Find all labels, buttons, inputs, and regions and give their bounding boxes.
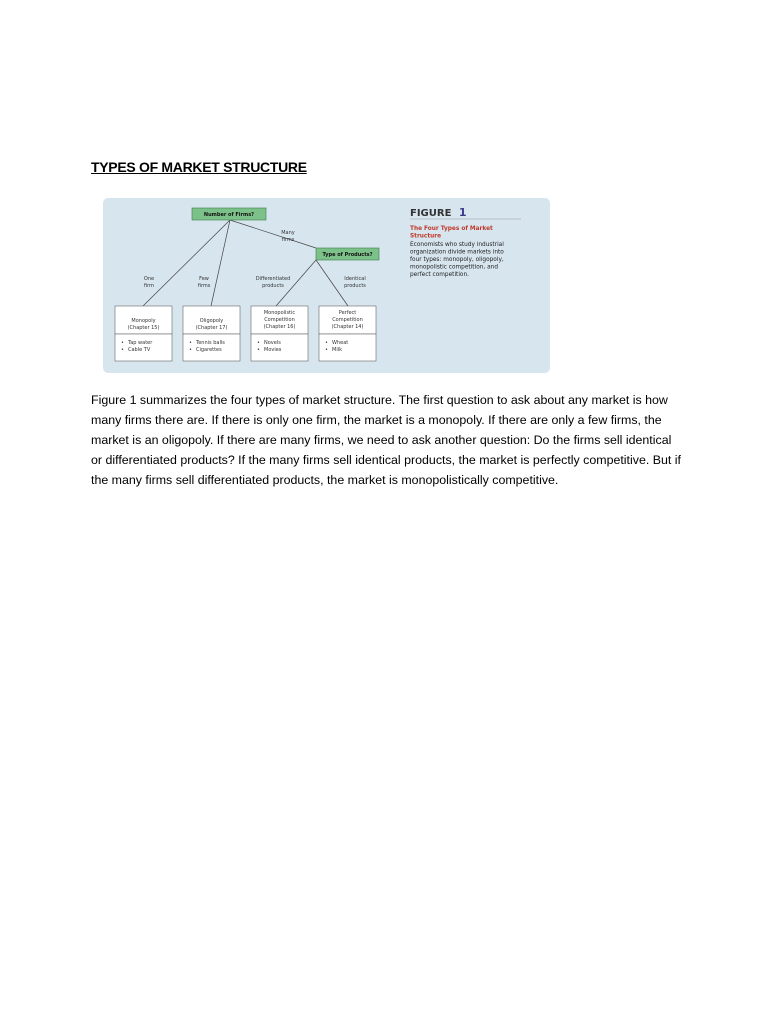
bullet: • bbox=[325, 347, 328, 353]
market-structure-diagram bbox=[103, 198, 550, 373]
example-tennis-balls: Tennis balls bbox=[196, 340, 225, 346]
example-wheat: Wheat bbox=[332, 340, 349, 346]
market-name-monopoly-line2: (Chapter 15) bbox=[127, 325, 160, 331]
caption-title-line2: Structure bbox=[410, 233, 442, 240]
market-name-monopolistic-line2: Competition bbox=[264, 317, 295, 323]
question-type-of-products: Type of Products? bbox=[322, 252, 373, 258]
bullet: • bbox=[189, 347, 192, 353]
caption-title-line1: The Four Types of Market bbox=[410, 226, 493, 232]
market-structure-figure bbox=[103, 198, 550, 373]
edge-label-one-line1: One bbox=[143, 276, 155, 282]
caption-body-line2: organization divide markets into bbox=[410, 249, 504, 256]
market-name-oligopoly-line2: (Chapter 17) bbox=[195, 325, 228, 331]
edge-label-many-line2: firms bbox=[281, 237, 295, 243]
market-name-oligopoly-line1: Oligopoly bbox=[199, 318, 224, 324]
caption-body-line5: perfect competition. bbox=[410, 272, 469, 278]
bullet: • bbox=[121, 347, 124, 353]
edge-label-one-line2: firm bbox=[144, 283, 154, 289]
bullet: • bbox=[189, 340, 192, 346]
example-milk: Milk bbox=[332, 347, 342, 353]
bullet: • bbox=[257, 340, 260, 346]
example-movies: Movies bbox=[264, 347, 282, 353]
diagram-connectors bbox=[143, 220, 348, 306]
edge-label-many-line1: Many bbox=[281, 230, 295, 236]
edge-label-identical-line2: products bbox=[344, 283, 366, 289]
example-cable-tv: Cable TV bbox=[128, 347, 151, 353]
example-novels: Novels bbox=[264, 340, 281, 346]
figure-label-text: FIGURE bbox=[410, 208, 452, 219]
market-name-perfect-line3: (Chapter 14) bbox=[331, 324, 364, 330]
question-box-number-of-firms bbox=[192, 208, 266, 220]
bullet: • bbox=[121, 340, 124, 346]
body-paragraph: Figure 1 summarizes the four types of market structure. The first question to ask about any market is how many firms there are. If there is only one firm, the market is a monopoly. If there are only a few firms, the market is an oligopoly. If there are many firms, we need to ask another question: Do the firms sell identical or differentiated products? If the many firms sell identical products, the market is perfectly competitive. But if the many firms sell differentiated products, the market is monopolistically competitive. bbox=[91, 393, 681, 487]
question-number-of-firms: Number of Firms? bbox=[203, 212, 255, 218]
example-tap-water: Tap water bbox=[128, 340, 153, 346]
market-name-perfect-line1: Perfect bbox=[338, 310, 357, 316]
caption-body-line3: four types: monopoly, oligopoly, bbox=[410, 257, 504, 263]
bullet: • bbox=[325, 340, 328, 346]
edge-label-differentiated-line2: products bbox=[262, 283, 284, 289]
question-box-type-of-products bbox=[316, 248, 379, 260]
market-name-monopolistic-line3: (Chapter 16) bbox=[263, 324, 296, 330]
market-name-monopolistic-line1: Monopolistic bbox=[263, 310, 296, 316]
figure-label bbox=[410, 203, 467, 220]
bullet: • bbox=[257, 347, 260, 353]
caption-body-line1: Economists who study industrial bbox=[410, 242, 504, 248]
figure-caption bbox=[410, 203, 521, 278]
edge-label-identical-line1: Identical bbox=[344, 276, 366, 282]
edge-label-differentiated-line1: Differentiated bbox=[255, 276, 291, 282]
caption-body-line4: monopolistic competition, and bbox=[410, 264, 499, 271]
edge-label-few-line1: Few bbox=[199, 276, 209, 282]
page-heading: TYPES OF MARKET STRUCTURE bbox=[91, 159, 307, 175]
market-name-monopoly-line1: Monopoly bbox=[131, 318, 156, 324]
example-cigarettes: Cigarettes bbox=[196, 347, 222, 353]
edge-label-few-line2: firms bbox=[197, 283, 211, 289]
figure-number: 1 bbox=[458, 206, 467, 219]
market-name-perfect-line2: Competition bbox=[332, 317, 363, 323]
